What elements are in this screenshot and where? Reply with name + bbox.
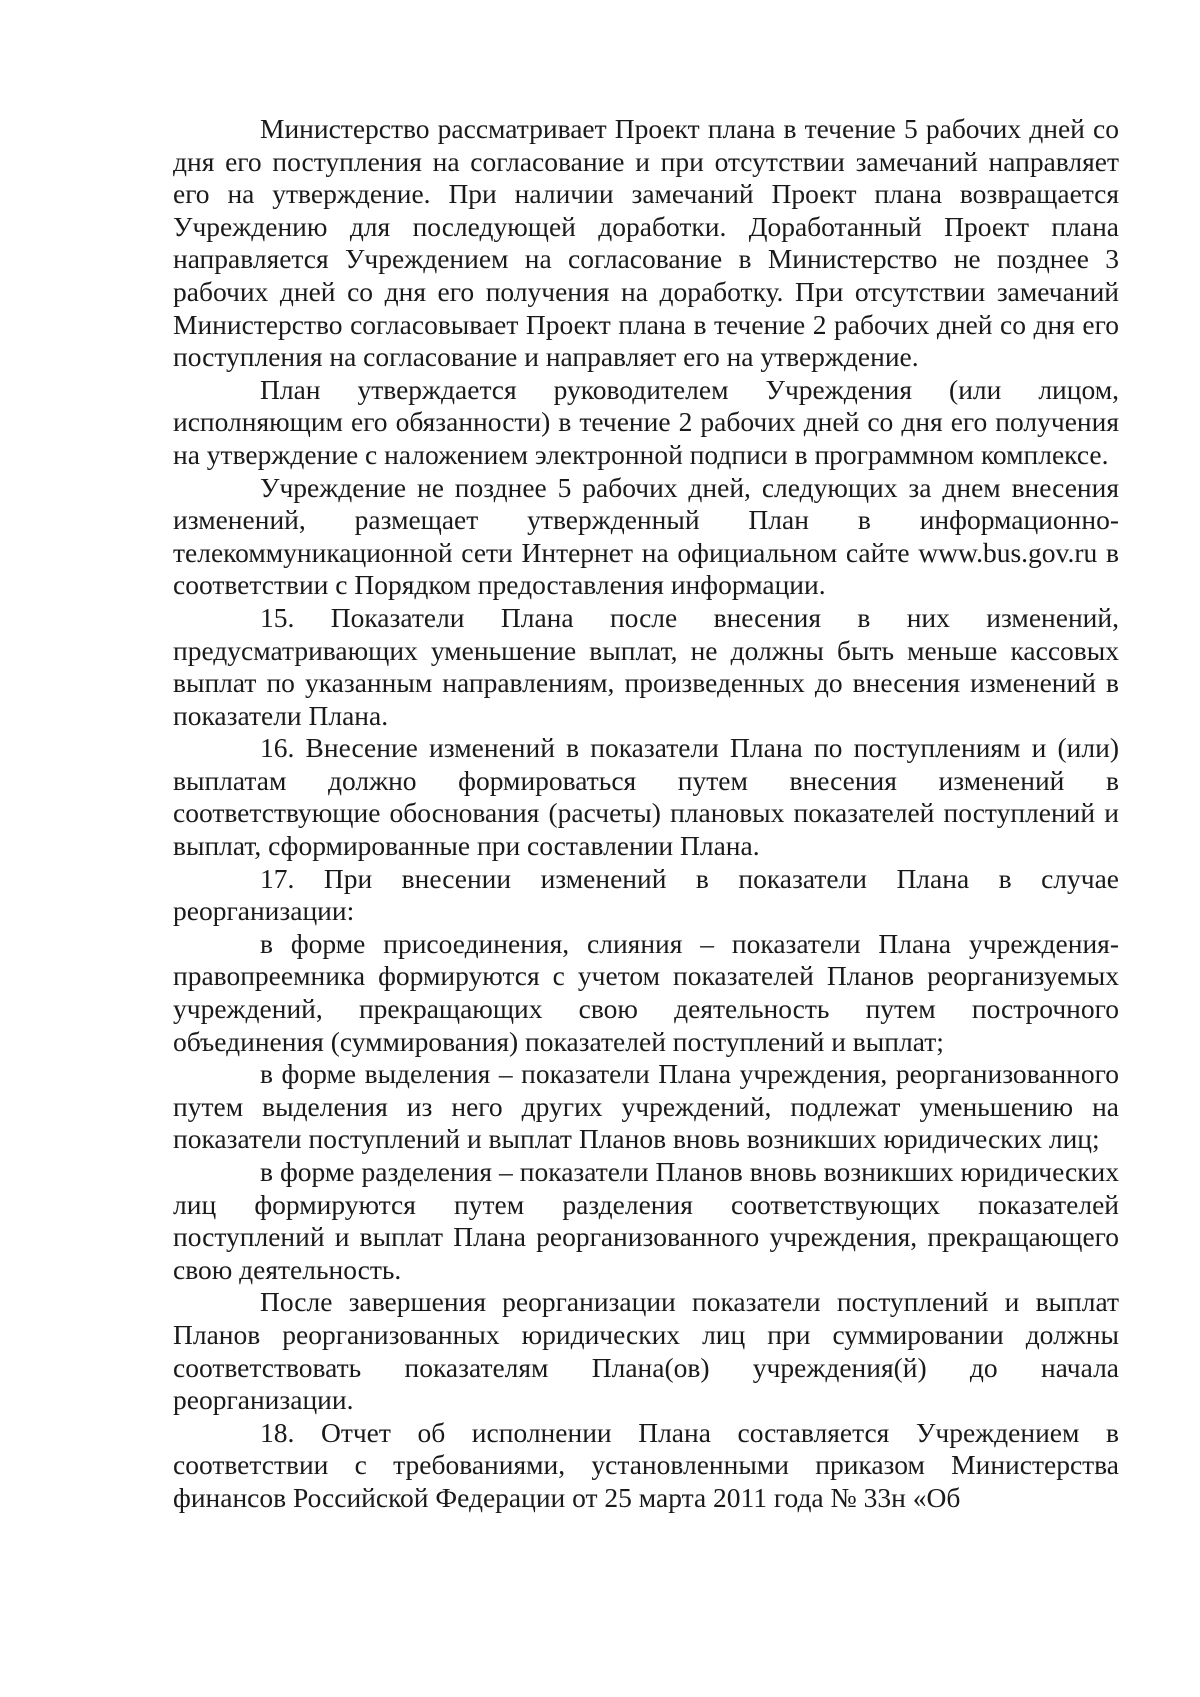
paragraph-plan-publication: Учреждение не позднее 5 рабочих дней, следующих за днем внесения изменений, размещает утвержденный План в информационно-телекоммуникационной сети Интернет на официальном сайте www.bus.gov.ru в соответствии с Порядком предоставления информации. (173, 471, 1119, 601)
paragraph-spin-off: в форме выделения – показатели Плана учреждения, реорганизованного путем выделения из него других учреждений, подлежат уменьшению на показатели поступлений и выплат Планов вновь возникших юридических лиц; (173, 1058, 1119, 1155)
paragraph-ministry-review: Министерство рассматривает Проект плана в течение 5 рабочих дней со дня его поступления на согласование и при отсутствии замечаний направляет его на утверждение. При наличии замечаний Проект плана возвращается Учреждению для последующей доработки. Доработанный Проект плана направляется Учреждением на согласование в Министерство не позднее 3 рабочих дней со дня его получения на доработку. При отсутствии замечаний Министерство согласовывает Проект плана в течение 2 рабочих дней со дня его поступления на согласование и направляет его на утверждение. (173, 113, 1119, 373)
paragraph-item-15: 15. Показатели Плана после внесения в них изменений, предусматривающих уменьшение выплат, не должны быть меньше кассовых выплат по указанным направлениям, произведенных до внесения изменений в показатели Плана. (173, 601, 1119, 731)
paragraph-item-17: 17. При внесении изменений в показатели Плана в случае реорганизации: (173, 862, 1119, 927)
paragraph-merger: в форме присоединения, слияния – показатели Плана учреждения-правопреемника формируются с учетом показателей Планов реорганизуемых учреждений, прекращающих свою деятельность путем построчного объединения (суммирования) показателей поступлений и выплат; (173, 927, 1119, 1057)
paragraph-plan-approval: План утверждается руководителем Учреждения (или лицом, исполняющим его обязанности) в течение 2 рабочих дней со дня его получения на утверждение с наложением электронной подписи в программном комплексе. (173, 373, 1119, 470)
paragraph-item-18: 18. Отчет об исполнении Плана составляется Учреждением в соответствии с требованиями, установленными приказом Министерства финансов Российской Федерации от 25 марта 2011 года № 33н «Об (173, 1416, 1119, 1513)
document-body (173, 113, 1119, 1515)
paragraph-division: в форме разделения – показатели Планов вновь возникших юридических лиц формируются путем разделения соответствующих показателей поступлений и выплат Плана реорганизованного учреждения, прекращающего свою деятельность. (173, 1156, 1119, 1285)
paragraph-item-16: 16. Внесение изменений в показатели Плана по поступлениям и (или) выплатам должно формироваться путем внесения изменений в соответствующие обоснования (расчеты) плановых показателей поступлений и выплат, сформированные при составлении Плана. (173, 732, 1119, 862)
paragraph-after-reorganization: После завершения реорганизации показатели поступлений и выплат Планов реорганизованных юридических лиц при суммировании должны соответствовать показателям Плана(ов) учреждения(й) до начала реорганизации. (173, 1286, 1119, 1416)
